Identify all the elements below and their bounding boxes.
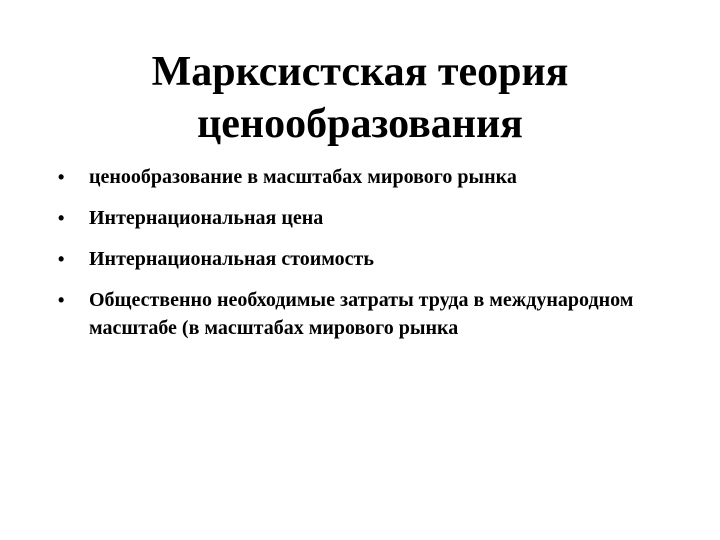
bullet-icon: • <box>58 208 65 228</box>
bullet-text: Общественно необходимые затраты труда в международном масштабе (в масштабах мирового рынка <box>89 289 634 339</box>
bullet-text: Интернациональная цена <box>89 207 324 229</box>
bullet-item <box>56 204 666 232</box>
bullet-item <box>56 163 666 191</box>
slide-title-line-2: ценообразования <box>197 101 523 147</box>
bullet-item <box>56 286 666 342</box>
bullet-item <box>56 245 666 273</box>
slide-title <box>40 46 680 150</box>
bullet-icon: • <box>58 249 65 269</box>
bullet-list <box>56 163 666 355</box>
bullet-icon: • <box>58 167 65 187</box>
slide-title-line-1: Марксистская теория <box>151 49 569 95</box>
bullet-icon: • <box>58 290 65 310</box>
bullet-text: ценообразование в масштабах мирового рынка <box>89 166 517 188</box>
bullet-text: Интернациональная стоимость <box>89 248 374 270</box>
